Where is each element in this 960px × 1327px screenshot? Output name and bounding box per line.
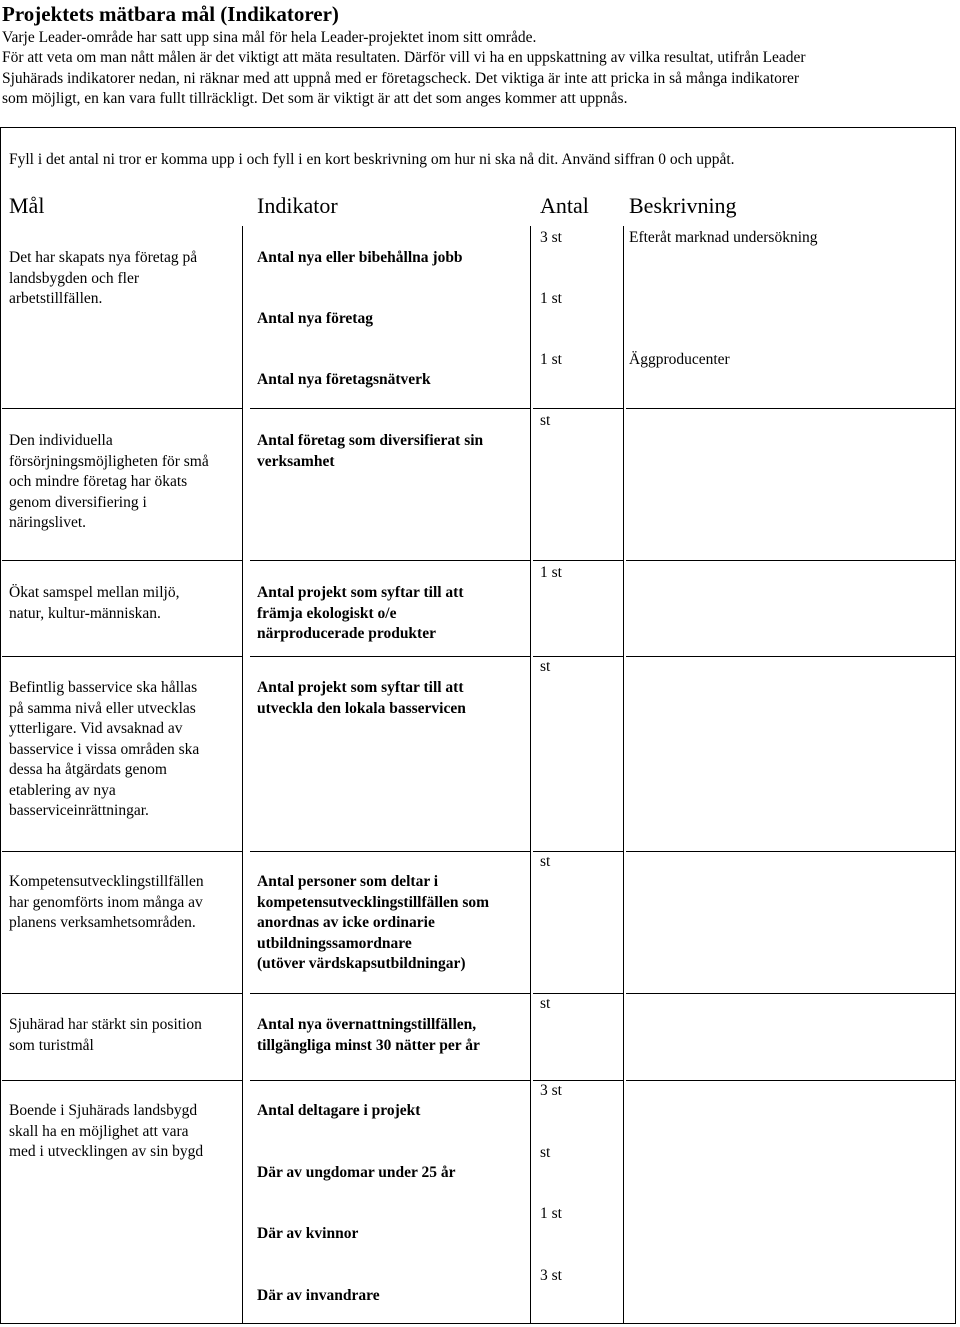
description-text: Efteråt marknad undersökning	[629, 229, 818, 246]
header-indicator: Indikator	[257, 193, 338, 218]
row-separator	[626, 1080, 956, 1081]
column-divider	[242, 408, 243, 560]
intro-line-3: Sjuhärads indikatorer nedan, ni räknar med att uppnå med er företagscheck. Det viktiga är inte att pricka in så många indikatorer	[2, 70, 800, 87]
indicator-text: närproducerade produkter	[257, 625, 436, 642]
count-value: st	[540, 853, 551, 870]
column-divider	[530, 408, 531, 560]
indicator-text: Antal projekt som syftar till att	[257, 679, 464, 696]
row-separator	[626, 656, 956, 657]
indicator-text: Antal nya eller bibehållna jobb	[257, 249, 463, 266]
indicator-text: främja ekologiskt o/e	[257, 604, 397, 622]
column-divider	[530, 851, 531, 993]
row-separator	[2, 656, 242, 657]
row-separator	[250, 656, 530, 657]
column-divider	[623, 408, 624, 560]
column-divider	[242, 993, 243, 1080]
count-value: st	[540, 658, 551, 675]
count-value: st	[540, 412, 551, 429]
row-separator	[626, 408, 956, 409]
column-divider	[242, 226, 243, 408]
indicator-text: Antal nya övernattningstillfällen,	[257, 1016, 477, 1033]
goal-text: Boende i Sjuhärads landsbygd	[9, 1102, 198, 1119]
indicator-text: kompetensutvecklingstillfällen som	[257, 893, 490, 911]
column-divider	[623, 993, 624, 1080]
column-divider	[623, 656, 624, 851]
header-goal: Mål	[9, 193, 45, 218]
count-value: 1 st	[540, 1205, 562, 1222]
goal-text: skall ha en möjlighet att vara	[9, 1122, 189, 1140]
column-divider	[530, 560, 531, 656]
goal-text: ytterligare. Vid avsaknad av	[9, 720, 183, 737]
goal-text: näringslivet.	[9, 514, 87, 531]
header-count: Antal	[540, 193, 589, 218]
column-divider	[242, 851, 243, 993]
column-divider	[530, 1080, 531, 1324]
indicator-text: (utöver värdskapsutbildningar)	[257, 955, 466, 972]
column-divider	[242, 656, 243, 851]
goal-text: Kompetensutvecklingstillfällen	[9, 873, 204, 890]
column-divider	[530, 993, 531, 1080]
count-value: st	[540, 995, 551, 1012]
indicator-text: Där av ungdomar under 25 år	[257, 1164, 456, 1181]
goal-text: har genomförts inom många av	[9, 893, 203, 911]
row-separator	[250, 1080, 530, 1081]
indicator-text: Antal personer som deltar i	[257, 873, 439, 890]
row-separator	[533, 408, 623, 409]
goal-text: natur, kultur-människan.	[9, 604, 161, 622]
indicator-text: tillgängliga minst 30 nätter per år	[257, 1036, 480, 1054]
intro-line-1: Varje Leader-område har satt upp sina mål för hela Leader-projektet inom sitt område.	[2, 29, 537, 46]
indicator-text: Antal nya företagsnätverk	[257, 371, 431, 388]
indicator-text: Antal nya företag	[257, 310, 373, 327]
goal-text: genom diversifiering i	[9, 493, 147, 511]
goal-text: Befintlig basservice ska hållas	[9, 679, 198, 696]
description-text: Äggproducenter	[629, 351, 730, 368]
count-value: 3 st	[540, 229, 562, 246]
row-separator	[250, 560, 530, 561]
column-divider	[623, 560, 624, 656]
row-separator	[250, 993, 530, 994]
row-separator	[2, 560, 242, 561]
column-divider	[623, 851, 624, 993]
indicator-text: Antal företag som diversifierat sin	[257, 432, 484, 449]
column-divider	[623, 226, 624, 408]
goal-text: arbetstillfällen.	[9, 290, 103, 307]
goal-text: dessa ha åtgärdats genom	[9, 761, 167, 778]
count-value: 1 st	[540, 290, 562, 307]
page-title: Projektets mätbara mål (Indikatorer)	[2, 2, 339, 26]
intro-line-4: som möjligt, en kan vara fullt tillräckligt. Det som är viktigt är att det som anges kommer att uppnås.	[2, 90, 628, 107]
indicator-text: Där av invandrare	[257, 1287, 380, 1304]
goal-text: som turistmål	[9, 1036, 94, 1054]
indicator-text: verksamhet	[257, 452, 335, 470]
row-separator	[250, 408, 530, 409]
indicator-text: utbildningssamordnare	[257, 934, 412, 952]
indicator-text: Antal deltagare i projekt	[257, 1102, 421, 1119]
goal-text: etablering av nya	[9, 781, 116, 799]
goal-text: Ökat samspel mellan miljö,	[9, 584, 180, 601]
goal-text: på samma nivå eller utvecklas	[9, 699, 196, 717]
column-divider	[530, 656, 531, 851]
instruction-text: Fyll i det antal ni tror er komma upp i och fyll i en kort beskrivning om hur ni ska nå dit. Använd siffran 0 och uppåt.	[9, 151, 735, 168]
header-description: Beskrivning	[629, 193, 737, 218]
column-divider	[242, 560, 243, 656]
goal-text: Det har skapats nya företag på	[9, 249, 198, 266]
count-value: 3 st	[540, 1267, 562, 1284]
row-separator	[533, 560, 623, 561]
indicator-text: Antal projekt som syftar till att	[257, 584, 464, 601]
goal-text: försörjningsmöjligheten för små	[9, 452, 209, 470]
column-divider	[242, 1080, 243, 1324]
indicator-text: Där av kvinnor	[257, 1225, 359, 1242]
count-value: st	[540, 1144, 551, 1161]
row-separator	[250, 851, 530, 852]
count-value: 3 st	[540, 1082, 562, 1099]
row-separator	[626, 993, 956, 994]
row-separator	[626, 560, 956, 561]
goal-text: Den individuella	[9, 432, 113, 449]
column-divider	[530, 226, 531, 408]
count-value: 1 st	[540, 351, 562, 368]
goal-text: basserviceinrättningar.	[9, 802, 149, 819]
count-value: 1 st	[540, 564, 562, 581]
column-divider	[623, 1080, 624, 1324]
row-separator	[2, 851, 242, 852]
goal-text: och mindre företag har ökats	[9, 473, 188, 490]
goal-text: basservice i vissa områden ska	[9, 740, 200, 758]
indicator-text: utveckla den lokala basservicen	[257, 699, 466, 717]
goal-text: med i utvecklingen av sin bygd	[9, 1143, 204, 1160]
row-separator	[626, 851, 956, 852]
indicator-text: anordnas av icke ordinarie	[257, 914, 435, 931]
row-separator	[2, 1080, 242, 1081]
goal-text: Sjuhärad har stärkt sin position	[9, 1016, 202, 1033]
row-separator	[2, 408, 242, 409]
intro-line-2: För att veta om man nått målen är det viktigt att mäta resultaten. Därför vill vi ha en uppskattning av vilka resultat, utifrån Leader	[2, 49, 806, 66]
goal-text: planens verksamhetsområden.	[9, 914, 196, 931]
row-separator	[2, 993, 242, 994]
goal-text: landsbygden och fler	[9, 269, 139, 287]
